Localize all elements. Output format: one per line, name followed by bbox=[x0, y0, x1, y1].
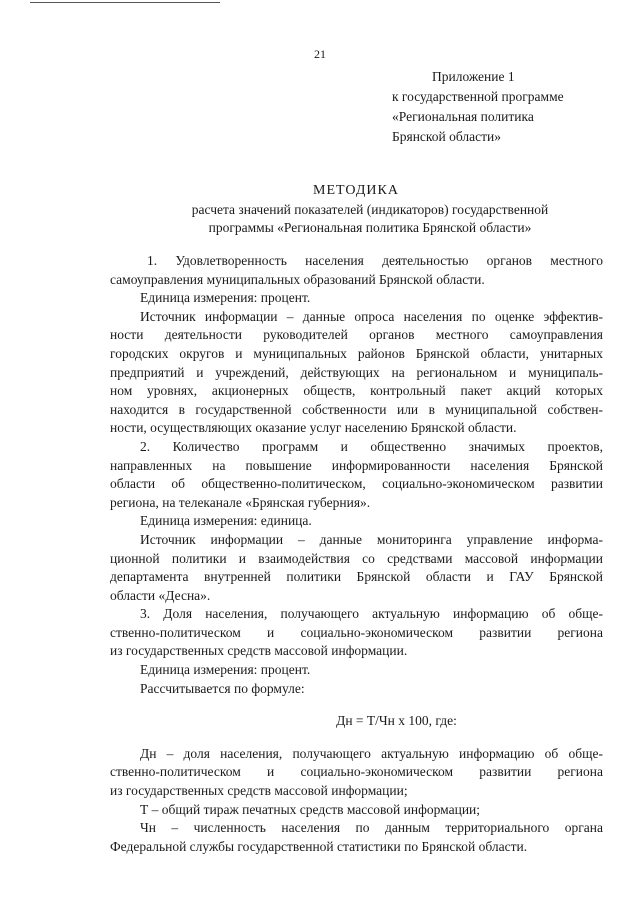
page-number: 21 bbox=[314, 47, 326, 61]
text-line: Чн – численность населения по данным территориального органа bbox=[140, 820, 603, 836]
text-line: области об общественно-политическом, социально-экономическом развитии bbox=[110, 476, 603, 492]
text-line: ственно-политическом и социально-экономическом развитии региона bbox=[110, 764, 603, 780]
appendix-line: к государственной программе bbox=[392, 89, 564, 104]
text-line: Единица измерения: процент. bbox=[140, 662, 311, 678]
text-line: Дн – доля населения, получающего актуальную информацию об обще- bbox=[140, 745, 603, 761]
text-line: 1. Удовлетворенность населения деятельностью органов местного bbox=[147, 253, 603, 268]
text-line: 3. Доля населения, получающего актуальную информацию об обще- bbox=[140, 606, 603, 622]
text-line: Источник информации – данные мониторинга управление информа- bbox=[140, 531, 603, 547]
document-title: МЕТОДИКА bbox=[313, 183, 399, 198]
text-line: ционной политики и взаимодействия со средствами массовой информации bbox=[110, 550, 603, 566]
text-line: из государственных средств массовой информации; bbox=[110, 783, 408, 799]
text-line: Источник информации – данные опроса населения по оценке эффектив- bbox=[140, 308, 603, 324]
text-line: городских округов и муниципальных районов Брянской области, унитарных bbox=[110, 345, 603, 361]
text-line: ственно-политическом и социально-экономическом развитии региона bbox=[110, 624, 603, 640]
formula: Дн = Т/Чн х 100, где: bbox=[336, 713, 457, 729]
text-line: Единица измерения: процент. bbox=[140, 290, 311, 306]
text-line: департамента внутренней политики Брянской области и ГАУ Брянской bbox=[110, 569, 603, 585]
text-line: области «Десна». bbox=[110, 587, 211, 603]
text-line: находится в государственной собственности или в муниципальной собствен- bbox=[110, 401, 603, 417]
document-body bbox=[110, 252, 603, 856]
appendix-line: «Региональная политика bbox=[392, 109, 534, 124]
text-line: направленных на повышение информированности населения Брянской bbox=[110, 457, 603, 473]
text-line: предприятий и учреждений, действующих на региональном и муниципаль- bbox=[110, 364, 603, 380]
appendix-line: Брянской области» bbox=[392, 129, 502, 144]
subtitle-line: программы «Региональная политика Брянской области» bbox=[208, 220, 532, 235]
text-line: Рассчитывается по формуле: bbox=[140, 680, 305, 696]
text-line: из государственных средств массовой информации. bbox=[110, 643, 408, 659]
subtitle-line: расчета значений показателей (индикаторов) государственной bbox=[191, 202, 549, 217]
appendix-block bbox=[392, 67, 564, 147]
text-line: ном уровнях, акционерных обществ, контрольный пакет акций которых bbox=[110, 383, 603, 399]
text-line: Федеральной службы государственной статистики по Брянской области. bbox=[110, 838, 528, 854]
text-line: 2. Количество программ и общественно значимых проектов, bbox=[140, 438, 603, 454]
text-line: Единица измерения: единица. bbox=[140, 513, 312, 529]
top-rule bbox=[30, 2, 220, 3]
text-line: региона, на телеканале «Брянская губерния». bbox=[110, 494, 371, 510]
text-line: ности деятельности руководителей органов местного самоуправления bbox=[110, 327, 603, 343]
text-line: ности, осуществляющих оказание услуг населению Брянской области. bbox=[110, 420, 517, 436]
appendix-line: Приложение 1 bbox=[432, 69, 515, 84]
text-line: самоуправления муниципальных образований Брянской области. bbox=[110, 271, 485, 287]
text-line: Т – общий тираж печатных средств массовой информации; bbox=[140, 801, 481, 817]
document-subtitle bbox=[0, 201, 640, 237]
